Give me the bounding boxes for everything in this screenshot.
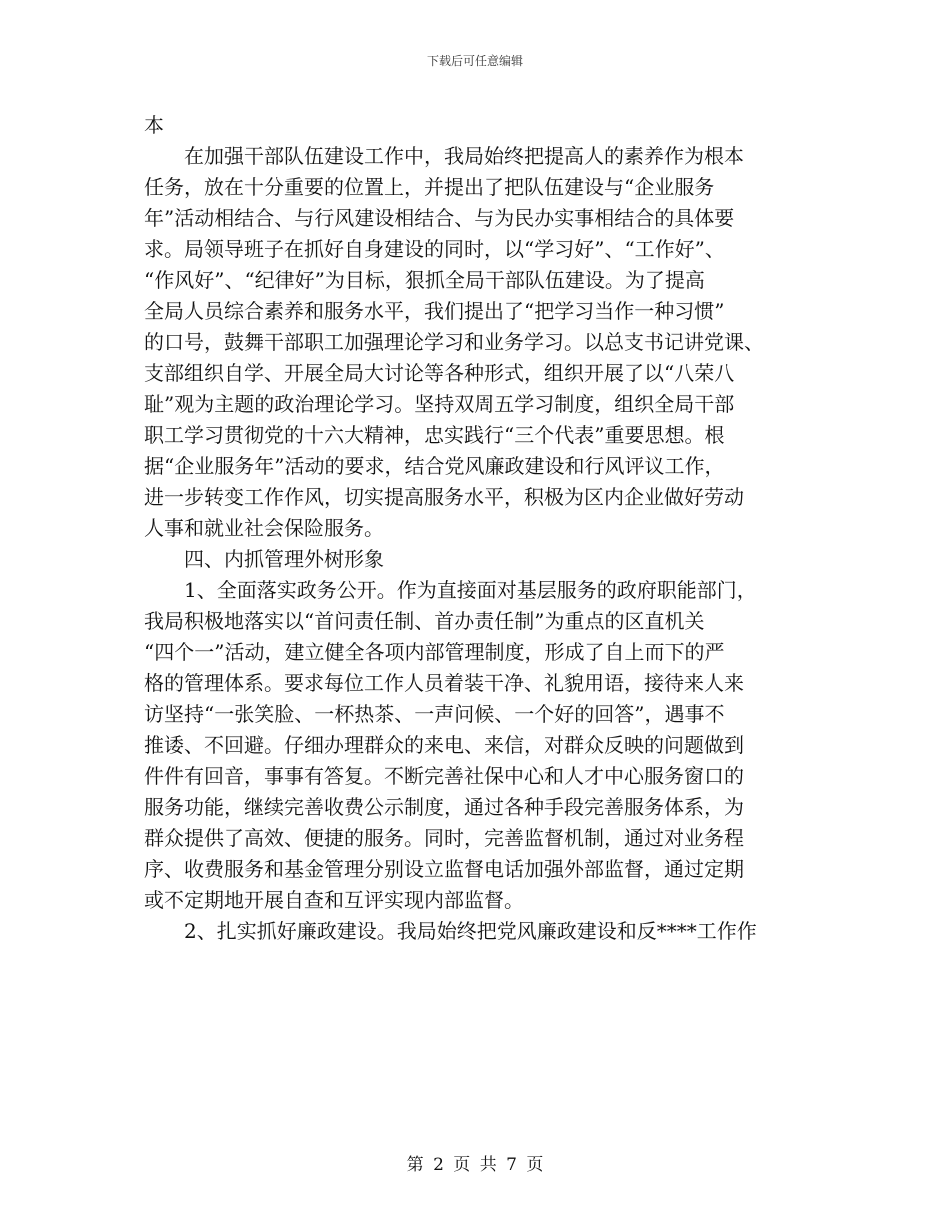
footer-di: 第 bbox=[406, 1155, 424, 1175]
text-line: 人事和就业社会保险服务。 bbox=[144, 516, 384, 540]
text-line: 支部组织自学、开展全局大讨论等各种形式，组织开展了以“八荣八 bbox=[144, 361, 735, 385]
text-line: 职工学习贯彻党的十六大精神，忠实践行“三个代表”重要思想。根 bbox=[144, 423, 725, 447]
document-body bbox=[144, 110, 809, 947]
text-line: 在加强干部队伍建设工作中，我局始终把提高人的素养作为根本 bbox=[144, 144, 744, 168]
current-page-number: 2 bbox=[433, 1155, 444, 1175]
text-line: 全局人员综合素养和服务水平，我们提出了“把学习当作一种习惯” bbox=[144, 299, 725, 323]
total-page-number: 7 bbox=[506, 1155, 517, 1175]
text-line: 据“企业服务年”活动的要求，结合党风廉政建设和行风评议工作， bbox=[144, 454, 725, 478]
text-line: “四个一”活动，建立健全各项内部管理制度，形成了自上而下的严 bbox=[144, 640, 725, 664]
text-line: 格的管理体系。要求每位工作人员着装干净、礼貌用语，接待来人来 bbox=[144, 671, 744, 695]
page-footer bbox=[0, 1153, 950, 1177]
text-line: 我局积极地落实以“首问责任制、首办责任制”为重点的区直机关 bbox=[144, 609, 705, 633]
footer-gong: 共 bbox=[479, 1155, 497, 1175]
text-line: 耻”观为主题的政治理论学习。坚持双周五学习制度，组织全局干部 bbox=[144, 392, 735, 416]
text-line: 本 bbox=[144, 113, 164, 137]
text-line: “作风好”、“纪律好”为目标，狠抓全局干部队伍建设。为了提高 bbox=[144, 268, 705, 292]
footer-ye: 页 bbox=[453, 1155, 471, 1175]
text-line: 群众提供了高效、便捷的服务。同时，完善监督机制，通过对业务程 bbox=[144, 826, 744, 850]
text-line: 2、扎实抓好廉政建设。我局始终把党风廉政建设和反****工作作 bbox=[144, 919, 757, 943]
page-header-note: 下载后可任意编辑 bbox=[426, 54, 523, 68]
text-line: 序、收费服务和基金管理分别设立监督电话加强外部监督，通过定期 bbox=[144, 857, 744, 881]
text-line: 年”活动相结合、与行风建设相结合、与为民办实事相结合的具体要 bbox=[144, 206, 735, 230]
footer-ye2: 页 bbox=[526, 1155, 544, 1175]
text-line: 进一步转变工作作风，切实提高服务水平，积极为区内企业做好劳动 bbox=[144, 485, 744, 509]
text-line: 求。局领导班子在抓好自身建设的同时，以“学习好”、“工作好”、 bbox=[144, 237, 725, 261]
text-line: 推诿、不回避。仔细办理群众的来电、来信，对群众反映的问题做到 bbox=[144, 733, 744, 757]
text-line: 的口号，鼓舞干部职工加强理论学习和业务学习。以总支书记讲党课、 bbox=[144, 330, 764, 354]
text-line: 或不定期地开展自查和互评实现内部监督。 bbox=[144, 888, 524, 912]
text-line: 任务，放在十分重要的位置上，并提出了把队伍建设与“企业服务 bbox=[144, 175, 715, 199]
section-heading: 四、内抓管理外树形象 bbox=[144, 547, 384, 571]
text-line: 1、全面落实政务公开。作为直接面对基层服务的政府职能部门， bbox=[144, 578, 757, 602]
text-line: 访坚持“一张笑脸、一杯热茶、一声问候、一个好的回答”，遇事不 bbox=[144, 702, 725, 726]
text-line: 件件有回音，事事有答复。不断完善社保中心和人才中心服务窗口的 bbox=[144, 764, 744, 788]
text-line: 服务功能，继续完善收费公示制度，通过各种手段完善服务体系，为 bbox=[144, 795, 744, 819]
